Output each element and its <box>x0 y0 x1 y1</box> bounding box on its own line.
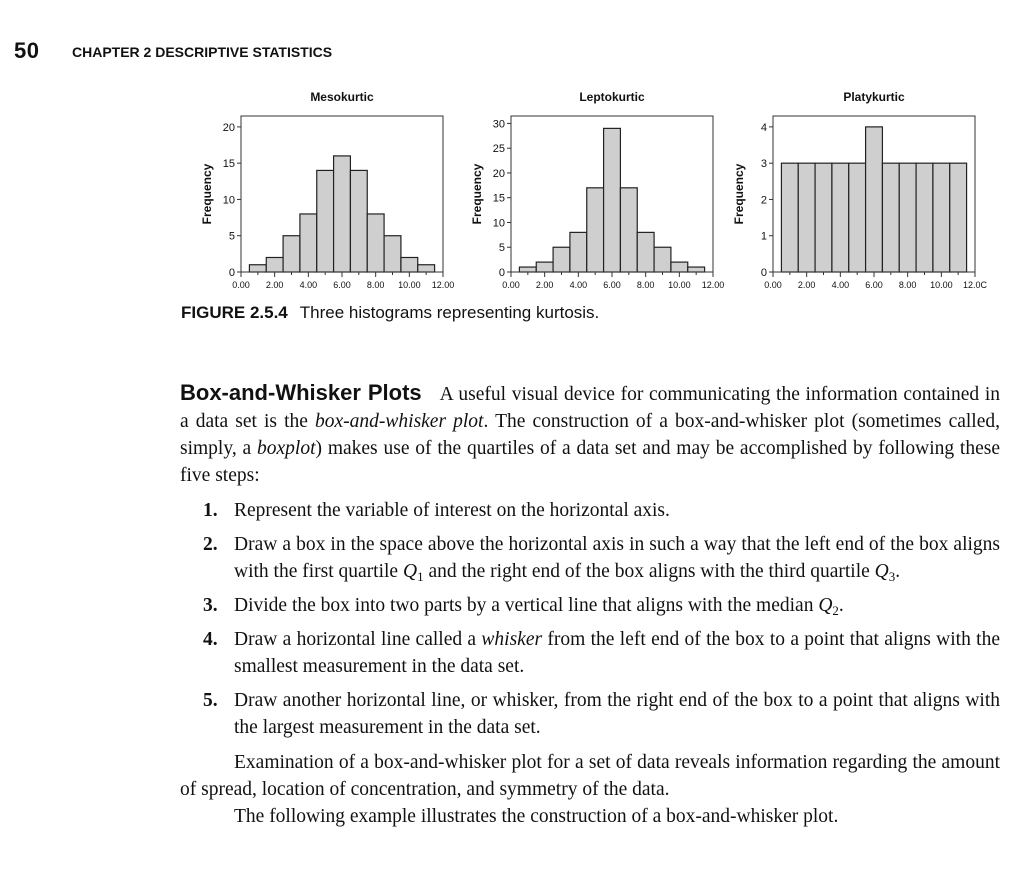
step-text: Represent the variable of interest on the horizontal axis. <box>234 500 670 521</box>
histogram-bar <box>815 163 832 272</box>
y-tick-label: 25 <box>492 143 505 156</box>
x-tick-label: 0.00 <box>232 280 250 290</box>
y-axis-label: Frequency <box>470 163 484 225</box>
step-text: . <box>838 595 844 616</box>
x-tick-label: 2.00 <box>797 280 816 290</box>
step-text: . <box>895 561 901 582</box>
y-tick-label: 5 <box>498 242 505 255</box>
x-tick-label: 6.00 <box>333 280 351 290</box>
y-tick-label: 0 <box>228 267 235 279</box>
histogram-leptokurtic <box>463 86 728 298</box>
histogram-bar <box>553 247 570 272</box>
step-number: 3. <box>203 595 218 616</box>
histogram-bar <box>781 163 798 272</box>
histogram-bar <box>832 163 849 272</box>
term-whisker: whisker <box>481 629 543 650</box>
chart-title: Leptokurtic <box>579 90 645 104</box>
histogram-platykurtic <box>732 86 1020 298</box>
x-tick-label: 12.00 <box>701 280 725 290</box>
y-tick-label: 20 <box>222 121 235 134</box>
x-tick-label: 12.00 <box>431 280 455 290</box>
x-tick-label: 12.0C <box>962 280 988 290</box>
x-tick-label: 0.00 <box>764 280 782 290</box>
y-tick-label: 30 <box>492 118 505 131</box>
y-tick-label: 3 <box>760 158 767 171</box>
histogram-bar <box>570 232 587 272</box>
histogram-bar <box>519 267 536 272</box>
section-intro <box>180 379 1000 489</box>
y-tick-label: 15 <box>492 192 505 205</box>
step-item <box>203 497 1000 524</box>
x-tick-label: 8.00 <box>898 280 917 290</box>
histogram-bar <box>350 170 367 272</box>
intro-text-1: A useful visual device for communicating the information contained in a data set is the <box>180 384 1000 432</box>
histogram-bar <box>604 128 621 272</box>
intro-term-box-and-whisker: box-and-whisker plot <box>315 411 484 432</box>
y-tick-label: 2 <box>760 194 767 207</box>
step-text: and the right end of the box aligns with the third quartile <box>423 561 875 582</box>
x-tick-label: 0.00 <box>502 280 520 290</box>
step-number: 5. <box>203 690 218 711</box>
chart-title: Platykurtic <box>843 90 905 104</box>
chapter-title: CHAPTER 2 DESCRIPTIVE STATISTICS <box>72 44 333 60</box>
x-tick-label: 10.00 <box>668 280 691 290</box>
histogram-bar <box>317 170 334 272</box>
x-tick-label: 4.00 <box>569 280 588 290</box>
histogram-bar <box>654 247 671 272</box>
histogram-bar <box>798 163 815 272</box>
histogram-bar <box>688 267 705 272</box>
q3-symbol: Q <box>874 561 889 582</box>
q2-symbol: Q <box>818 595 833 616</box>
step-number: 1. <box>203 500 218 521</box>
histogram-bar <box>418 265 435 272</box>
closing-paragraph: Examination of a box-and-whisker plot for a set of data reveals information regarding the amount of spread, location of concentration, and symmetry of the data. <box>180 752 1000 800</box>
closing-paragraph-2: The following example illustrates the construction of a box-and-whisker plot. <box>234 806 839 827</box>
step-item <box>203 592 1000 619</box>
y-tick-label: 4 <box>760 121 767 134</box>
x-tick-label: 4.00 <box>831 280 850 290</box>
step-text: Draw a horizontal line called a <box>234 629 482 650</box>
histogram-bar <box>587 188 604 272</box>
section-heading: Box-and-Whisker Plots <box>180 380 422 405</box>
x-tick-label: 10.00 <box>398 280 421 290</box>
y-axis-label: Frequency <box>732 163 746 225</box>
steps-list <box>180 497 1000 741</box>
histogram-bar <box>849 163 866 272</box>
y-tick-label: 0 <box>498 267 505 279</box>
figure-label: FIGURE 2.5.4 <box>181 303 288 322</box>
x-tick-label: 4.00 <box>299 280 318 290</box>
histogram-bar <box>933 163 950 272</box>
y-tick-label: 1 <box>760 230 767 243</box>
x-tick-label: 6.00 <box>865 280 883 290</box>
histogram-bar <box>334 156 351 272</box>
y-tick-label: 5 <box>228 230 235 243</box>
histogram-bar <box>637 232 654 272</box>
running-header <box>14 38 333 64</box>
histogram-bar <box>384 236 401 272</box>
histogram-bar <box>249 265 266 272</box>
step-text: Draw another horizontal line, or whisker, from the right end of the box to a point that aligns with the largest measurement in the data set. <box>234 690 1000 738</box>
step-item <box>203 687 1000 741</box>
q1-subscript: 1 <box>417 569 424 584</box>
histogram-bar <box>866 127 883 272</box>
x-tick-label: 2.00 <box>265 280 284 290</box>
x-tick-label: 10.00 <box>930 280 953 290</box>
q3-subscript: 3 <box>888 569 896 584</box>
x-tick-label: 8.00 <box>636 280 655 290</box>
histogram-bar <box>950 163 967 272</box>
intro-text-2: . The construction of a box-and-whisker plot (sometimes called, simply, a <box>180 411 1000 459</box>
x-tick-label: 8.00 <box>366 280 385 290</box>
histogram-bar <box>916 163 933 272</box>
y-tick-label: 0 <box>760 267 767 279</box>
histogram-bar <box>283 236 300 272</box>
histogram-bar <box>300 214 317 272</box>
y-tick-label: 10 <box>492 217 505 230</box>
histogram-bar <box>266 257 283 272</box>
histogram-bar <box>620 188 637 272</box>
q2-subscript: 2 <box>832 603 839 618</box>
histogram-bar <box>671 262 688 272</box>
y-tick-label: 15 <box>222 158 235 171</box>
step-text: Draw a box in the space above the horizontal axis in such a way that the left end of the box aligns with the first quartile <box>234 534 1000 582</box>
step-item <box>203 531 1000 585</box>
step-text: Divide the box into two parts by a vertical line that aligns with the median <box>234 595 819 616</box>
figure-caption <box>181 303 599 323</box>
histogram-bar <box>882 163 899 272</box>
histogram-bar <box>401 257 418 272</box>
chart-title: Mesokurtic <box>310 90 374 104</box>
histogram-mesokurtic <box>195 86 460 298</box>
intro-text-3: ) makes use of the quartiles of a data set and may be accomplished by following these five steps: <box>180 438 1001 486</box>
step-number: 4. <box>203 629 218 650</box>
histogram-bar <box>899 163 916 272</box>
body-text <box>180 379 1000 830</box>
x-tick-label: 2.00 <box>535 280 554 290</box>
step-number: 2. <box>203 534 218 555</box>
y-tick-label: 10 <box>222 194 235 207</box>
figure-caption-text: Three histograms representing kurtosis. <box>299 303 600 322</box>
step-text: from the left end of the box to a point that aligns with the smallest measurement in the data set. <box>234 629 1000 677</box>
q1-symbol: Q <box>402 561 418 582</box>
page-number: 50 <box>14 38 40 63</box>
histogram-bar <box>367 214 384 272</box>
y-axis-label: Frequency <box>200 163 214 225</box>
step-item <box>203 626 1000 680</box>
histogram-bar <box>536 262 553 272</box>
x-tick-label: 6.00 <box>603 280 621 290</box>
intro-term-boxplot: boxplot <box>257 438 316 459</box>
y-tick-label: 20 <box>492 167 505 180</box>
